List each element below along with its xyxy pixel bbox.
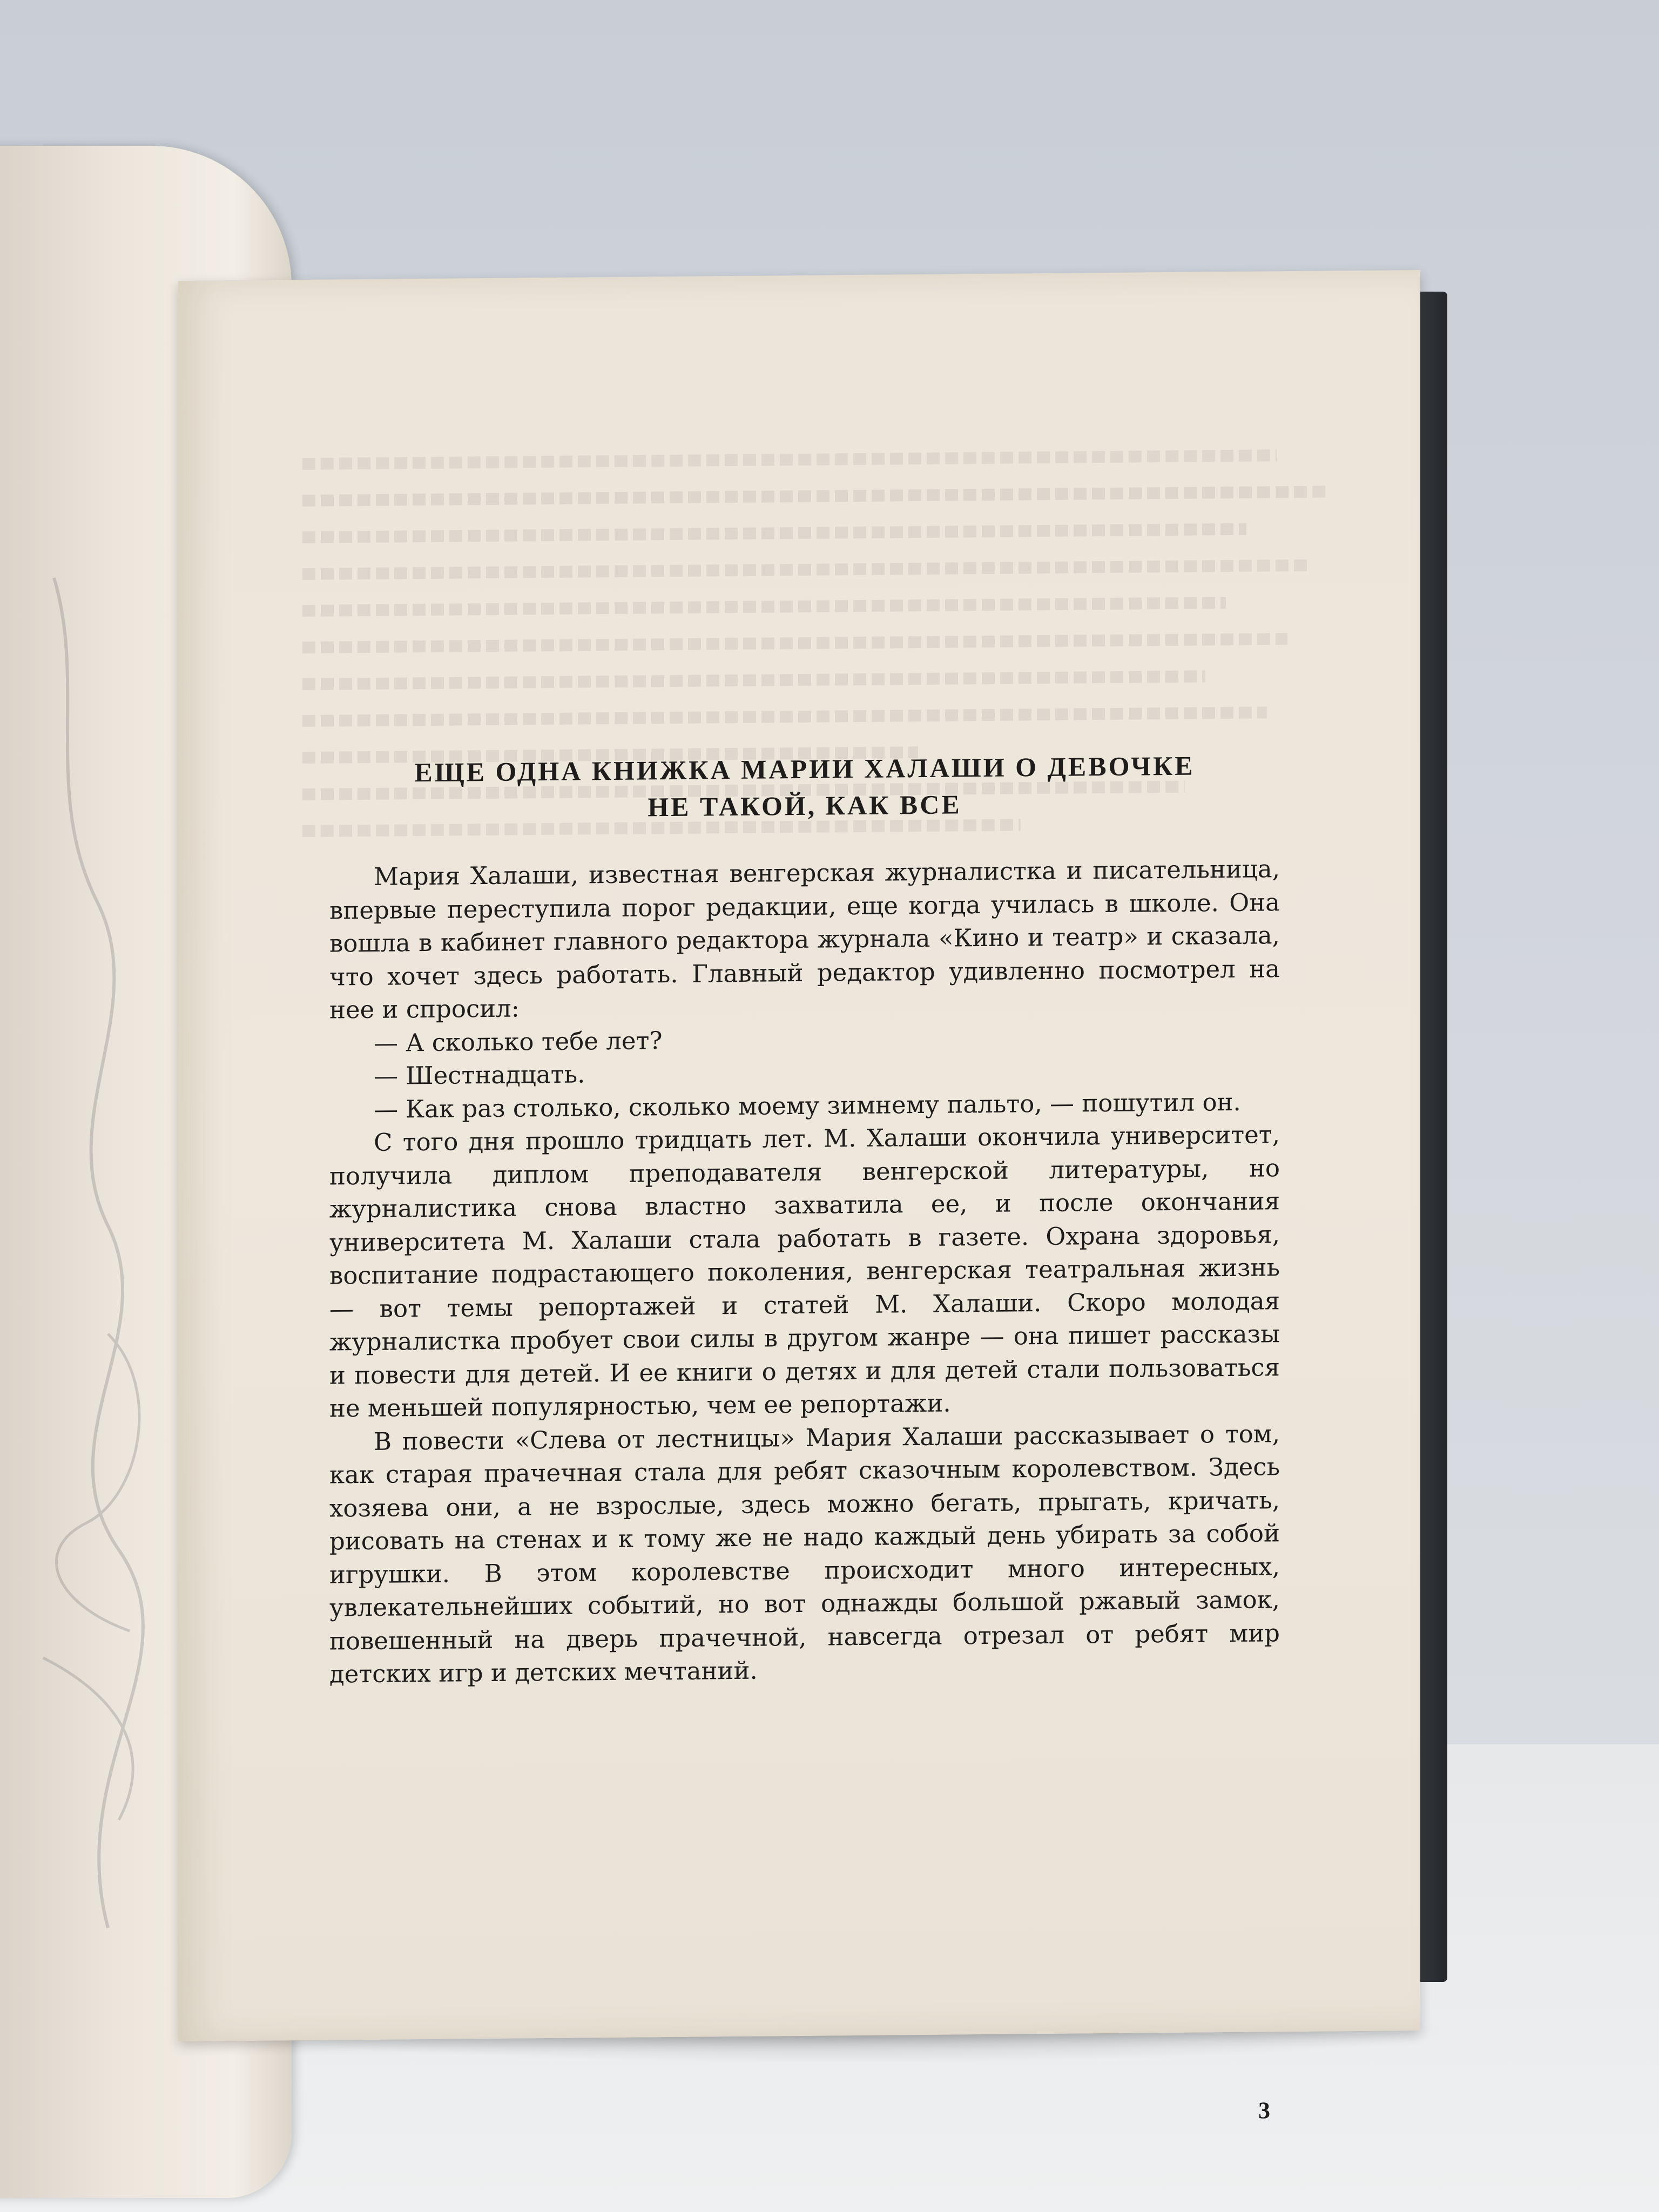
title-line-1: ЕЩЕ ОДНА КНИЖКА МАРИИ ХАЛАШИ О ДЕВОЧКЕ [414,750,1195,788]
title-line-2: НЕ ТАКОЙ, КАК ВСЕ [648,789,962,822]
page-number: 3 [1258,2097,1270,2124]
body-text [329,852,1280,1691]
paragraph-3: В повести «Слева от лестницы» Мария Халаши рассказывает о том, как старая прачечная стала для ребят сказочным королевством. Здесь хозяева они, а не взрослые, здесь можно бегать, прыгать, кричать, рисовать на стенах и к тому же не надо каждый день убирать за собой игрушки. В этом королевстве происходит много интересных, увлекательнейших событий, но вот однажды большой ржавый замок, повешенный на дверь прачечной, навсегда отрезал от ребят мир детских игр и детских мечтаний. [329,1419,1280,1689]
paragraph-1: Мария Халаши, известная венгерская журналистка и писательница, впервые переступила порог редакции, еще когда училась в школе. Она вошла в кабинет главного редактора журнала «Кино и театр» и сказала, что хочет здесь работать. Главный редактор удивленно посмотрел на нее и спросил: [329,854,1280,1024]
dialog-line-3: — Как раз столько, сколько моему зимнему пальто, — пошутил он. [374,1087,1241,1124]
left-page-sketch-bleed [22,524,194,1982]
paragraph-2: С того дня прошло тридцать лет. М. Халаши окончила университет, получила диплом преподавателя венгерской литературы, но журналистика снова властно захватила ее, и после окончания университета М. Халаши стала работать в газете. Охрана здоровья, воспитание подрастающего поколения, венгерская театральная жизнь — вот темы репортажей и статей М. Халаши. Скоро молодая журналистка пробует свои силы в другом жанре — она пишет рассказы и повести для детей. И ее книги о детях и для детей стали пользоваться не меньшей популярностью, чем ее репортажи. [329,1120,1280,1423]
page-content [329,746,1280,1691]
dialog-line-2: — Шестнадцать. [374,1060,585,1090]
chapter-title [329,746,1280,828]
dialog-line-1: — А сколько тебе лет? [374,1026,663,1057]
right-page [178,270,1420,2124]
